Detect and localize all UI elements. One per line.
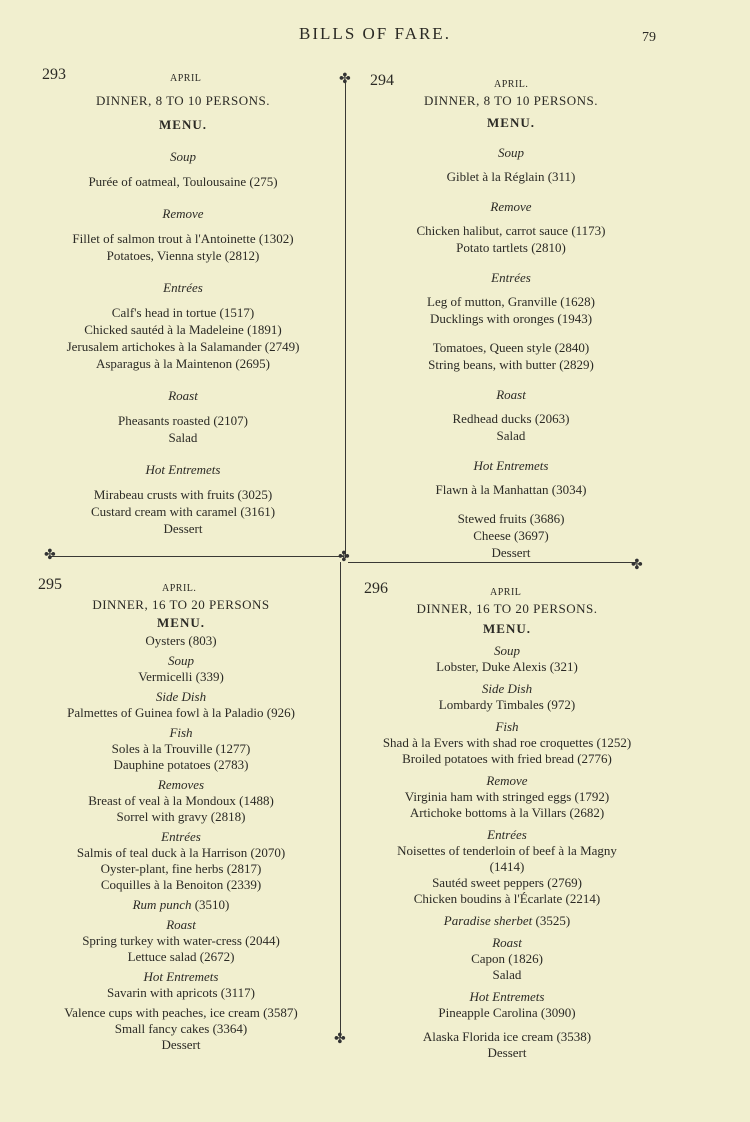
course-heading [360, 827, 654, 843]
menu-heading: MENU. [157, 615, 205, 630]
course-title: Entrées [161, 829, 201, 844]
dish-line: Chicken halibut, carrot sauce (1173) [416, 223, 606, 238]
dish-line: Dessert [487, 1045, 527, 1060]
menu-heading: MENU. [487, 115, 535, 130]
course-section [36, 917, 326, 965]
dish-line: Spring turkey with water-cress (2044) [82, 933, 280, 948]
vertical-rule-top [345, 80, 346, 558]
dish-line: Dessert [161, 1037, 201, 1052]
dish-line: Lombardy Timbales (972) [438, 697, 576, 712]
dish-line: Soles à la Trouville (1277) [111, 741, 251, 756]
course-title: Roast [492, 935, 522, 950]
menu-occasion: DINNER, 16 TO 20 PERSONS. [416, 601, 598, 616]
menu-heading: MENU. [483, 621, 531, 636]
course-title: Fish [495, 719, 519, 734]
course-section [36, 653, 326, 685]
dish-line: Dessert [163, 521, 203, 536]
course-section [360, 827, 654, 907]
course-section [36, 689, 326, 721]
course-section [360, 681, 654, 713]
course-heading [36, 653, 326, 669]
course-heading [38, 279, 328, 296]
course-heading [366, 144, 656, 161]
course-title: Soup [168, 653, 194, 668]
course-section [36, 897, 326, 913]
dish-line: Stewed fruits (3686) [457, 511, 565, 526]
dish-line: Sorrel with gravy (2818) [116, 809, 246, 824]
course-title: Roast [168, 388, 198, 403]
dish-line: Pineapple Carolina (3090) [438, 1005, 576, 1020]
dish-line: Tomatoes, Queen style (2840) [432, 340, 590, 355]
menu-body [360, 643, 654, 1061]
course-section [36, 777, 326, 825]
course-title: Paradise sherbet [443, 913, 533, 928]
course-heading [366, 269, 656, 286]
cross-ornament-icon: ✤ [339, 72, 351, 87]
dish-line: Small fancy cakes (3364) [114, 1021, 248, 1036]
menu-occasion: DINNER, 8 TO 10 PERSONS. [95, 93, 271, 108]
course-title: Entrées [491, 270, 531, 285]
course-title: Soup [494, 643, 520, 658]
running-head: BILLS OF FARE. [299, 24, 451, 43]
course-title: Side Dish [481, 681, 533, 696]
course-heading [360, 681, 654, 697]
dish-line: (1414) [489, 859, 525, 874]
menu-number: 293 [42, 66, 66, 83]
menu-month: APRIL. [494, 79, 529, 90]
cross-ornament-icon: ✤ [334, 1032, 346, 1047]
course-section [38, 387, 328, 446]
menu-293 [38, 66, 328, 537]
menu-295 [36, 576, 326, 1053]
dish-line: Salad [492, 967, 522, 982]
dish-line: Chicken boudins à l'Écarlate (2214) [413, 891, 601, 906]
dish-line: Oysters (803) [145, 633, 217, 648]
page-number: 79 [642, 30, 656, 45]
course-section [360, 773, 654, 821]
dish-line: Palmettes of Guinea fowl à la Paladio (926) [67, 705, 295, 720]
dish-line: Savarin with apricots (3117) [107, 985, 255, 1000]
course-title: Remove [486, 773, 528, 788]
dish-line: Oyster-plant, fine herbs (2817) [100, 861, 262, 876]
menu-heading: MENU. [159, 117, 207, 132]
course-heading [366, 386, 656, 403]
dish-line: Sautéd sweet peppers (2769) [432, 875, 582, 890]
course-title: Side Dish [155, 689, 207, 704]
dish-line: Broiled potatoes with fried bread (2776) [402, 751, 612, 766]
course-heading [366, 457, 656, 474]
course-section [366, 144, 656, 185]
dish-line: Asparagus à la Maintenon (2695) [95, 356, 270, 371]
menu-month: APRIL [170, 73, 202, 84]
menu-body [36, 633, 326, 1053]
menu-body [38, 148, 328, 537]
dish-line: Salmis of teal duck à la Harrison (2070) [76, 845, 286, 860]
dish-line: Salad [496, 428, 526, 443]
dish-line: Potatoes, Vienna style (2812) [106, 248, 260, 263]
dish-line: Vermicelli (339) [138, 669, 224, 684]
course-title: Entrées [163, 280, 203, 295]
dish-line: Leg of mutton, Granville (1628) [427, 294, 595, 309]
dish-line: Giblet à la Réglain (311) [446, 169, 576, 184]
course-heading [366, 198, 656, 215]
course-section [38, 205, 328, 264]
dish-line: Pheasants roasted (2107) [118, 413, 248, 428]
dish-line: Chicked sautéd à la Madeleine (1891) [84, 322, 282, 337]
spacer [366, 327, 656, 339]
menu-number: 295 [38, 576, 62, 593]
course-title: Hot Entremets [143, 969, 219, 984]
menu-number: 296 [364, 580, 388, 597]
course-section [38, 461, 328, 537]
dish-line: Alaska Florida ice cream (3538) [422, 1029, 592, 1044]
course-section [366, 457, 656, 561]
course-heading [36, 897, 326, 913]
menu-number: 294 [370, 72, 394, 89]
dish-line: Breast of veal à la Mondoux (1488) [88, 793, 274, 808]
dish-line: Lettuce salad (2672) [127, 949, 235, 964]
spacer [366, 498, 656, 510]
menu-body [366, 144, 656, 561]
dish-line: Dessert [491, 545, 531, 560]
dish-line: Potato tartlets (2810) [456, 240, 566, 255]
dish-line: Lobster, Duke Alexis (321) [436, 659, 578, 674]
course-heading [360, 989, 654, 1005]
cross-ornament-icon: ✤ [44, 548, 56, 563]
course-heading [36, 917, 326, 933]
course-section [38, 148, 328, 190]
menu-month: APRIL. [162, 583, 197, 594]
spacer [360, 1021, 654, 1029]
dish-line: Ducklings with oronges (1943) [429, 311, 593, 326]
course-title: Soup [170, 149, 196, 164]
dish-line: Jerusalem artichokes à la Salamander (2749) [66, 339, 300, 354]
course-title: Hot Entremets [469, 989, 545, 1004]
course-section [366, 198, 656, 256]
dish-line: Coquilles à la Benoiton (2339) [100, 877, 262, 892]
course-title: Hot Entremets [145, 462, 221, 477]
course-heading [360, 935, 654, 951]
dish-line: Custard cream with caramel (3161) [90, 504, 276, 519]
course-reference: (3525) [532, 913, 571, 928]
course-title: Hot Entremets [473, 458, 549, 473]
course-heading [36, 725, 326, 741]
dish-line: Shad à la Evers with shad roe croquettes (1252) [382, 735, 632, 750]
menu-occasion: DINNER, 8 TO 10 PERSONS. [423, 93, 599, 108]
course-heading [38, 461, 328, 478]
course-title: Roast [496, 387, 526, 402]
course-section [36, 725, 326, 773]
dish-line: Noisettes of tenderloin of beef à la Magny [397, 843, 617, 858]
dish-line: Dauphine potatoes (2783) [113, 757, 249, 772]
course-title: Rum punch [132, 897, 192, 912]
course-section [36, 969, 326, 1001]
horizontal-rule-right [348, 562, 636, 563]
course-section [366, 386, 656, 444]
course-title: Remove [490, 199, 532, 214]
dish-line: Virginia ham with stringed eggs (1792) [404, 789, 610, 804]
menu-294 [366, 72, 656, 561]
course-heading [36, 829, 326, 845]
course-title: Fish [169, 725, 193, 740]
dish-line: Mirabeau crusts with fruits (3025) [93, 487, 273, 502]
course-heading [360, 643, 654, 659]
menu-296 [360, 580, 654, 1061]
course-section [360, 935, 654, 983]
dish-line: Artichoke bottoms à la Villars (2682) [409, 805, 605, 820]
menu-occasion: DINNER, 16 TO 20 PERSONS [92, 597, 270, 612]
course-heading [36, 689, 326, 705]
course-section [360, 913, 654, 929]
course-title: Soup [498, 145, 524, 160]
dish-line: Redhead ducks (2063) [452, 411, 570, 426]
dish-line: String beans, with butter (2829) [428, 357, 594, 372]
course-heading [38, 205, 328, 222]
course-heading [38, 387, 328, 404]
course-title: Roast [166, 917, 196, 932]
dish-line: Salad [168, 430, 198, 445]
dish-line: Calf's head in tortue (1517) [111, 305, 255, 320]
course-heading [360, 719, 654, 735]
course-heading [360, 773, 654, 789]
course-section [38, 279, 328, 372]
dish-line: Flawn à la Manhattan (3034) [435, 482, 587, 497]
course-section [360, 989, 654, 1061]
course-section [360, 719, 654, 767]
vertical-rule-bottom [340, 562, 341, 1038]
course-heading [36, 969, 326, 985]
cross-ornament-icon: ✤ [338, 550, 350, 565]
course-section [36, 829, 326, 893]
course-title: Remove [162, 206, 204, 221]
course-title: Removes [157, 777, 205, 792]
menu-month: APRIL [490, 587, 522, 598]
course-heading [360, 913, 654, 929]
dish-line: Capon (1826) [471, 951, 543, 966]
dish-line: Purée of oatmeal, Toulousaine (275) [88, 174, 278, 189]
dish-line: Fillet of salmon trout à l'Antoinette (1302) [72, 231, 294, 246]
course-title: Entrées [487, 827, 527, 842]
course-heading [36, 777, 326, 793]
course-section [36, 1005, 326, 1053]
course-heading [38, 148, 328, 165]
cross-ornament-icon: ✤ [631, 558, 643, 573]
course-section [360, 643, 654, 675]
dish-line: Cheese (3697) [473, 528, 549, 543]
course-section [366, 269, 656, 373]
dish-line: Valence cups with peaches, ice cream (3587) [64, 1005, 298, 1020]
horizontal-rule-left [50, 556, 344, 557]
course-reference: (3510) [191, 897, 230, 912]
